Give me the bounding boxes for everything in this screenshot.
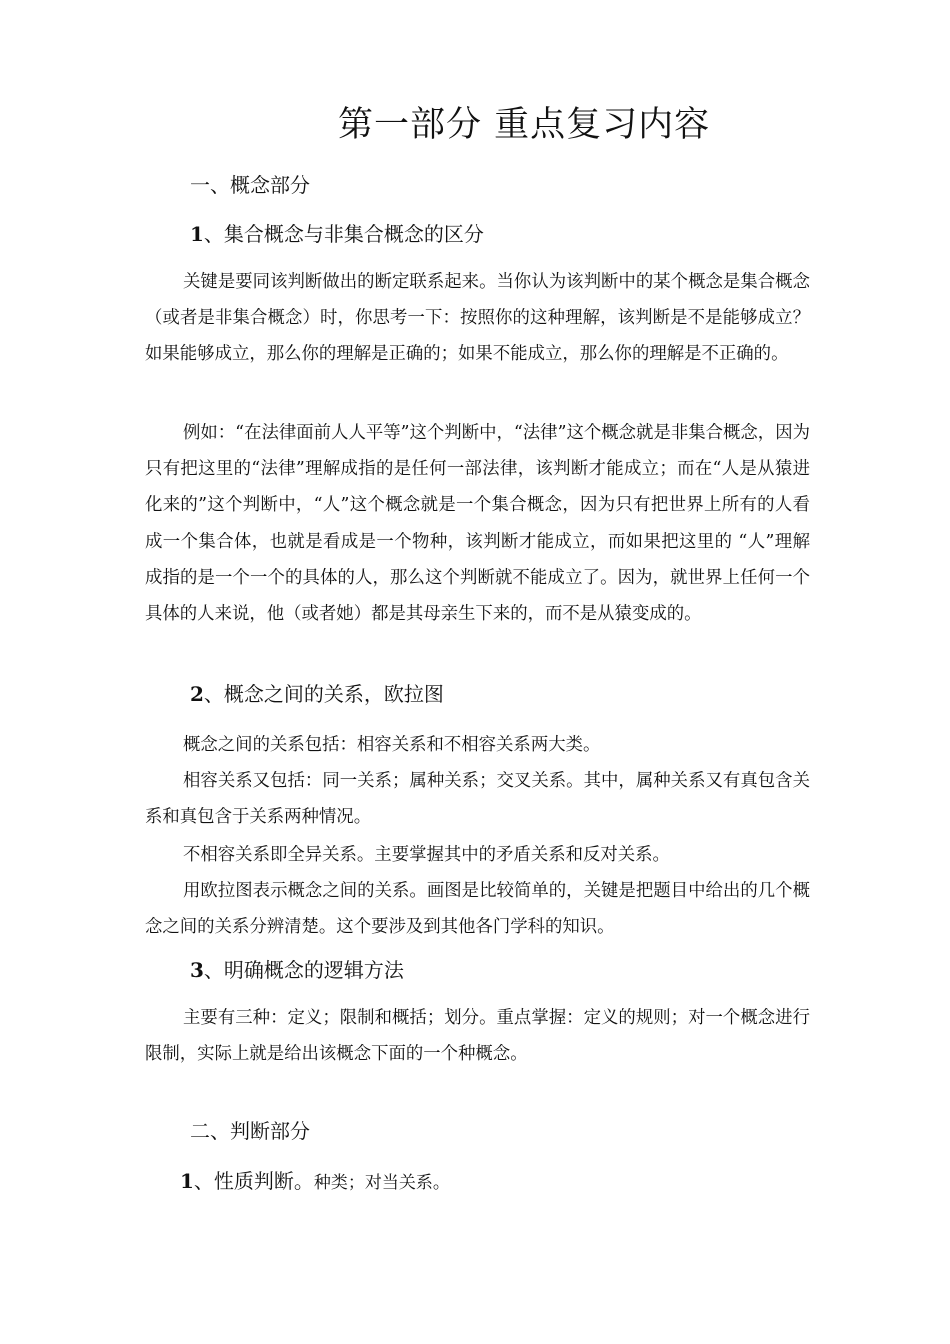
subsection-tail-text: 种类；对当关系。: [313, 1173, 450, 1193]
subsection-title: 、性质判断。: [193, 1169, 314, 1193]
paragraph-example: 例如：“在法律面前人人平等”这个判断中，“法律”这个概念就是非集合概念，因为只有把这里的“法律”理解成指的是任何一部法律，该判断才能成立；而在“人是从猿进化来的”这个判断中，“人”这个概念就是一个集合概念，因为只有把世界上所有的人看成一个集合体，也就是看成是一个物种，该判断才能成立，而如果把这里的 “人”理解成指的是一个一个的具体的人，那么这个判断就不能成立了。因为，就世界上任何一个具体的人来说，他（或者她）都是其母亲生下来的，而不是从猿变成的。: [145, 423, 810, 625]
paragraph-euler-diagram: 用欧拉图表示概念之间的关系。画图是比较简单的，关键是把题目中给出的几个概念之间的关系分辨清楚。这个要涉及到其他各门学科的知识。: [145, 881, 810, 938]
paragraph-key-point: 关键是要同该判断做出的断定联系起来。当你认为该判断中的某个概念是集合概念（或者是非集合概念）时，你思考一下：按照你的这种理解，该判断是不是能够成立？如果能够成立，那么你的理解是正确的；如果不能成立，那么你的理解是不正确的。: [145, 272, 810, 365]
subsection-number: 3: [190, 958, 204, 982]
subsection-heading-logical-methods: [190, 955, 404, 985]
section-heading-concepts: 一、概念部分: [190, 173, 310, 197]
subsection-number: 2: [190, 682, 204, 706]
subsection-title: 、概念之间的关系，欧拉图: [203, 682, 444, 706]
page-title: 第一部分 重点复习内容: [338, 105, 711, 145]
paragraph-relation-types: 概念之间的关系包括：相容关系和不相容关系两大类。: [183, 735, 601, 755]
paragraph-three-methods: 主要有三种：定义；限制和概括；划分。重点掌握：定义的规则；对一个概念进行限制，实际上就是给出该概念下面的一个种概念。: [145, 1008, 810, 1065]
section-heading-judgments: 二、判断部分: [190, 1119, 310, 1143]
subsection-heading-categorical-judgment: [180, 1166, 450, 1198]
subsection-number: 1: [180, 1169, 194, 1193]
subsection-title: 、明确概念的逻辑方法: [203, 958, 404, 982]
subsection-number: 1: [190, 222, 204, 246]
subsection-heading-concept-relations: [190, 679, 444, 709]
paragraph-incompatible-relations: 不相容关系即全异关系。主要掌握其中的矛盾关系和反对关系。: [183, 845, 670, 865]
subsection-heading-collective-concepts: [190, 219, 484, 249]
paragraph-compatible-relations: 相容关系又包括：同一关系；属种关系；交叉关系。其中，属种关系又有真包含关系和真包含于关系两种情况。: [145, 771, 810, 828]
subsection-title: 、集合概念与非集合概念的区分: [203, 222, 484, 246]
